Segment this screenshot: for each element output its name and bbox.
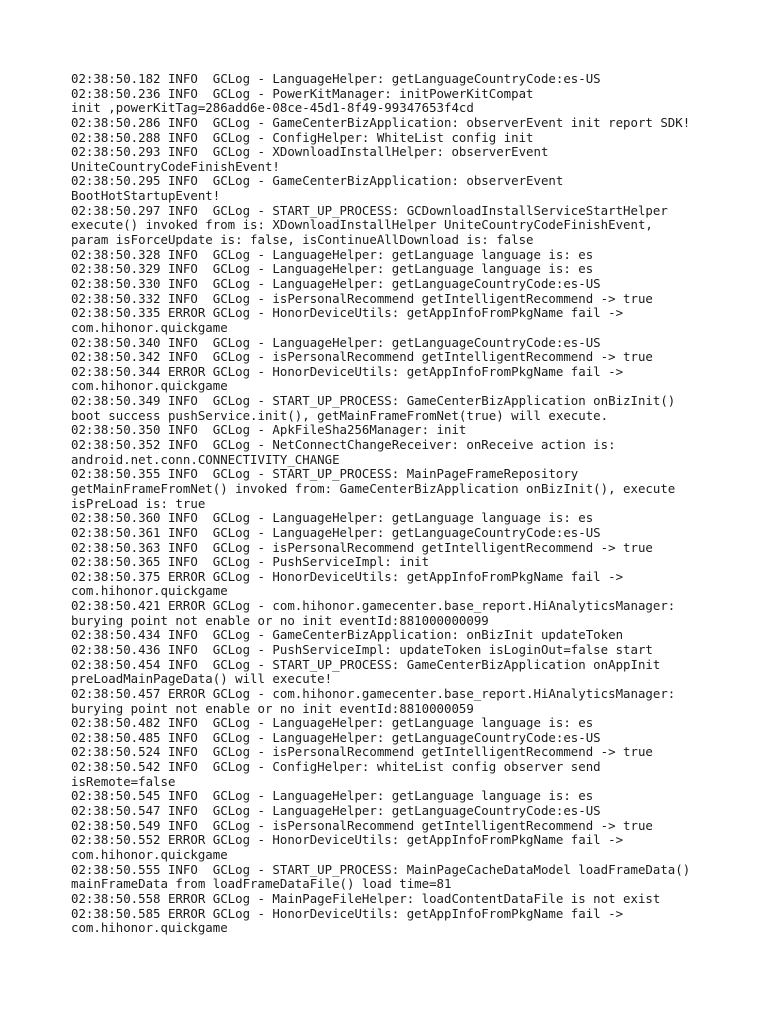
log-line: isPreLoad is: true — [71, 495, 206, 511]
log-line: 02:38:50.286 INFO GCLog - GameCenterBizApplication: observerEvent init report SDK! — [71, 114, 691, 130]
log-line: 02:38:50.542 INFO GCLog - ConfigHelper: whiteList config observer send — [71, 759, 601, 775]
log-line: 02:38:50.182 INFO GCLog - LanguageHelper: getLanguageCountryCode:es-US — [71, 71, 601, 86]
log-line: 02:38:50.335 ERROR GCLog - HonorDeviceUtils: getAppInfoFromPkgName fail -> — [71, 305, 624, 321]
log-line: 02:38:50.524 INFO GCLog - isPersonalRecommend getIntelligentRecommend -> true — [71, 744, 653, 760]
log-text-block — [71, 72, 751, 936]
log-line: 02:38:50.344 ERROR GCLog - HonorDeviceUtils: getAppInfoFromPkgName fail -> — [71, 363, 624, 379]
log-line: 02:38:50.552 ERROR GCLog - HonorDeviceUtils: getAppInfoFromPkgName fail -> — [71, 832, 624, 848]
log-line: param isForceUpdate is: false, isContinueAllDownload is: false — [71, 232, 534, 248]
log-line: execute() invoked from is: XDownloadInstallHelper UniteCountryCodeFinishEvent, — [71, 217, 653, 233]
log-line: burying point not enable or no init eventId:8810000059 — [71, 700, 474, 716]
log-line: com.hihonor.quickgame — [71, 583, 228, 599]
log-line: 02:38:50.236 INFO GCLog - PowerKitManager: initPowerKitCompat — [71, 85, 534, 101]
log-line: 02:38:50.288 INFO GCLog - ConfigHelper: WhiteList config init — [71, 129, 534, 145]
log-line: 02:38:50.330 INFO GCLog - LanguageHelper: getLanguageCountryCode:es-US — [71, 275, 601, 291]
log-line: 02:38:50.365 INFO GCLog - PushServiceImpl: init — [71, 554, 430, 570]
log-line: 02:38:50.454 INFO GCLog - START_UP_PROCESS: GameCenterBizApplication onAppInit — [71, 656, 661, 672]
log-line: preLoadMainPageData() will execute! — [71, 671, 333, 687]
log-line: 02:38:50.585 ERROR GCLog - HonorDeviceUtils: getAppInfoFromPkgName fail -> — [71, 905, 624, 921]
log-line: 02:38:50.457 ERROR GCLog - com.hihonor.gamecenter.base_report.HiAnalyticsManager: — [71, 685, 676, 701]
log-line: 02:38:50.342 INFO GCLog - isPersonalRecommend getIntelligentRecommend -> true — [71, 349, 653, 365]
log-line: 02:38:50.558 ERROR GCLog - MainPageFileHelper: loadContentDataFile is not exist — [71, 890, 661, 906]
log-line: com.hihonor.quickgame — [71, 846, 228, 862]
log-line: mainFrameData from loadFrameDataFile() load time=81 — [71, 876, 452, 892]
log-line: 02:38:50.375 ERROR GCLog - HonorDeviceUtils: getAppInfoFromPkgName fail -> — [71, 568, 624, 584]
log-line: 02:38:50.328 INFO GCLog - LanguageHelper: getLanguage language is: es — [71, 246, 594, 262]
log-line: BootHotStartupEvent! — [71, 188, 221, 204]
log-line: isRemote=false — [71, 773, 176, 789]
log-line: 02:38:50.360 INFO GCLog - LanguageHelper: getLanguage language is: es — [71, 510, 594, 526]
log-line: 02:38:50.293 INFO GCLog - XDownloadInstallHelper: observerEvent — [71, 144, 549, 160]
log-line: getMainFrameFromNet() invoked from: GameCenterBizApplication onBizInit(), execute — [71, 480, 676, 496]
log-line: 02:38:50.361 INFO GCLog - LanguageHelper: getLanguageCountryCode:es-US — [71, 524, 601, 540]
log-line: 02:38:50.363 INFO GCLog - isPersonalRecommend getIntelligentRecommend -> true — [71, 539, 653, 555]
log-line: 02:38:50.485 INFO GCLog - LanguageHelper: getLanguageCountryCode:es-US — [71, 729, 601, 745]
log-line: 02:38:50.332 INFO GCLog - isPersonalRecommend getIntelligentRecommend -> true — [71, 290, 653, 306]
log-line: 02:38:50.355 INFO GCLog - START_UP_PROCESS: MainPageFrameRepository — [71, 466, 579, 482]
log-line: 02:38:50.436 INFO GCLog - PushServiceImpl: updateToken isLoginOut=false start — [71, 641, 653, 657]
log-line: UniteCountryCodeFinishEvent! — [71, 158, 280, 174]
log-line: 02:38:50.329 INFO GCLog - LanguageHelper: getLanguage language is: es — [71, 261, 594, 277]
log-line: 02:38:50.545 INFO GCLog - LanguageHelper: getLanguage language is: es — [71, 788, 594, 804]
log-line: 02:38:50.434 INFO GCLog - GameCenterBizApplication: onBizInit updateToken — [71, 627, 624, 643]
log-line: 02:38:50.555 INFO GCLog - START_UP_PROCESS: MainPageCacheDataModel loadFrameData() — [71, 861, 691, 877]
log-line: com.hihonor.quickgame — [71, 378, 228, 394]
log-line: android.net.conn.CONNECTIVITY_CHANGE — [71, 451, 340, 467]
log-line: 02:38:50.295 INFO GCLog - GameCenterBizApplication: observerEvent — [71, 173, 564, 189]
log-line: com.hihonor.quickgame — [71, 920, 228, 936]
log-line: boot success pushService.init(), getMainFrameFromNet(true) will execute. — [71, 407, 609, 423]
log-line: 02:38:50.350 INFO GCLog - ApkFileSha256Manager: init — [71, 422, 467, 438]
log-line: 02:38:50.352 INFO GCLog - NetConnectChangeReceiver: onReceive action is: — [71, 437, 616, 453]
log-line: 02:38:50.349 INFO GCLog - START_UP_PROCESS: GameCenterBizApplication onBizInit() — [71, 393, 676, 409]
log-line: 02:38:50.482 INFO GCLog - LanguageHelper: getLanguage language is: es — [71, 715, 594, 731]
log-line: 02:38:50.340 INFO GCLog - LanguageHelper: getLanguageCountryCode:es-US — [71, 334, 601, 350]
log-line: 02:38:50.549 INFO GCLog - isPersonalRecommend getIntelligentRecommend -> true — [71, 817, 653, 833]
log-line: com.hihonor.quickgame — [71, 319, 228, 335]
log-line: 02:38:50.547 INFO GCLog - LanguageHelper: getLanguageCountryCode:es-US — [71, 803, 601, 819]
log-line: burying point not enable or no init eventId:881000000099 — [71, 612, 489, 628]
log-line: init ,powerKitTag=286add6e-08ce-45d1-8f49-99347653f4cd — [71, 100, 474, 116]
log-line: 02:38:50.297 INFO GCLog - START_UP_PROCESS: GCDownloadInstallServiceStartHelper — [71, 202, 668, 218]
log-line: 02:38:50.421 ERROR GCLog - com.hihonor.gamecenter.base_report.HiAnalyticsManager: — [71, 598, 676, 614]
